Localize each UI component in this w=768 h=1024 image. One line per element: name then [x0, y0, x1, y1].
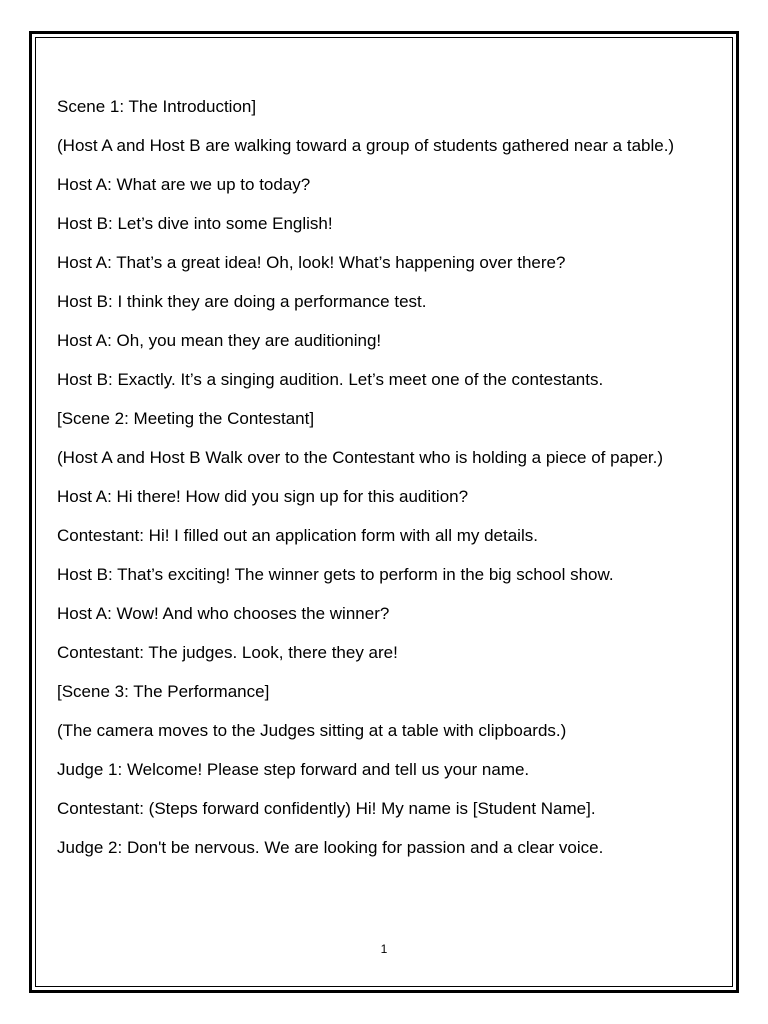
dialogue-line: Host A: Hi there! How did you sign up for this audition?: [57, 487, 469, 506]
page-number: 1: [380, 942, 388, 956]
dialogue-line: Contestant: The judges. Look, there they are!: [57, 643, 398, 662]
dialogue-line: Host A: That’s a great idea! Oh, look! What’s happening over there?: [57, 253, 566, 272]
script-body: [57, 92, 697, 872]
dialogue-line: Contestant: Hi! I filled out an application form with all my details.: [57, 526, 538, 545]
dialogue-line: Host B: Let’s dive into some English!: [57, 214, 333, 233]
dialogue-line: Judge 2: Don't be nervous. We are looking for passion and a clear voice.: [57, 838, 604, 857]
dialogue-line: Host A: Oh, you mean they are auditioning!: [57, 331, 382, 350]
scene-heading: [Scene 2: Meeting the Contestant]: [57, 409, 315, 428]
dialogue-line: Host B: That’s exciting! The winner gets to perform in the big school show.: [57, 565, 614, 584]
scene-heading: Scene 1: The Introduction]: [57, 97, 257, 116]
dialogue-line: Judge 1: Welcome! Please step forward and tell us your name.: [57, 760, 530, 779]
dialogue-line: Host A: What are we up to today?: [57, 175, 311, 194]
stage-direction: (The camera moves to the Judges sitting at a table with clipboards.): [57, 721, 567, 740]
stage-direction: (Host A and Host B Walk over to the Contestant who is holding a piece of paper.): [57, 448, 664, 467]
dialogue-line: Contestant: (Steps forward confidently) Hi! My name is [Student Name].: [57, 799, 596, 818]
scene-heading: [Scene 3: The Performance]: [57, 682, 270, 701]
dialogue-line: Host A: Wow! And who chooses the winner?: [57, 604, 390, 623]
dialogue-line: Host B: I think they are doing a performance test.: [57, 292, 427, 311]
stage-direction: (Host A and Host B are walking toward a group of students gathered near a table.): [57, 136, 675, 155]
dialogue-line: Host B: Exactly. It’s a singing audition. Let’s meet one of the contestants.: [57, 370, 604, 389]
